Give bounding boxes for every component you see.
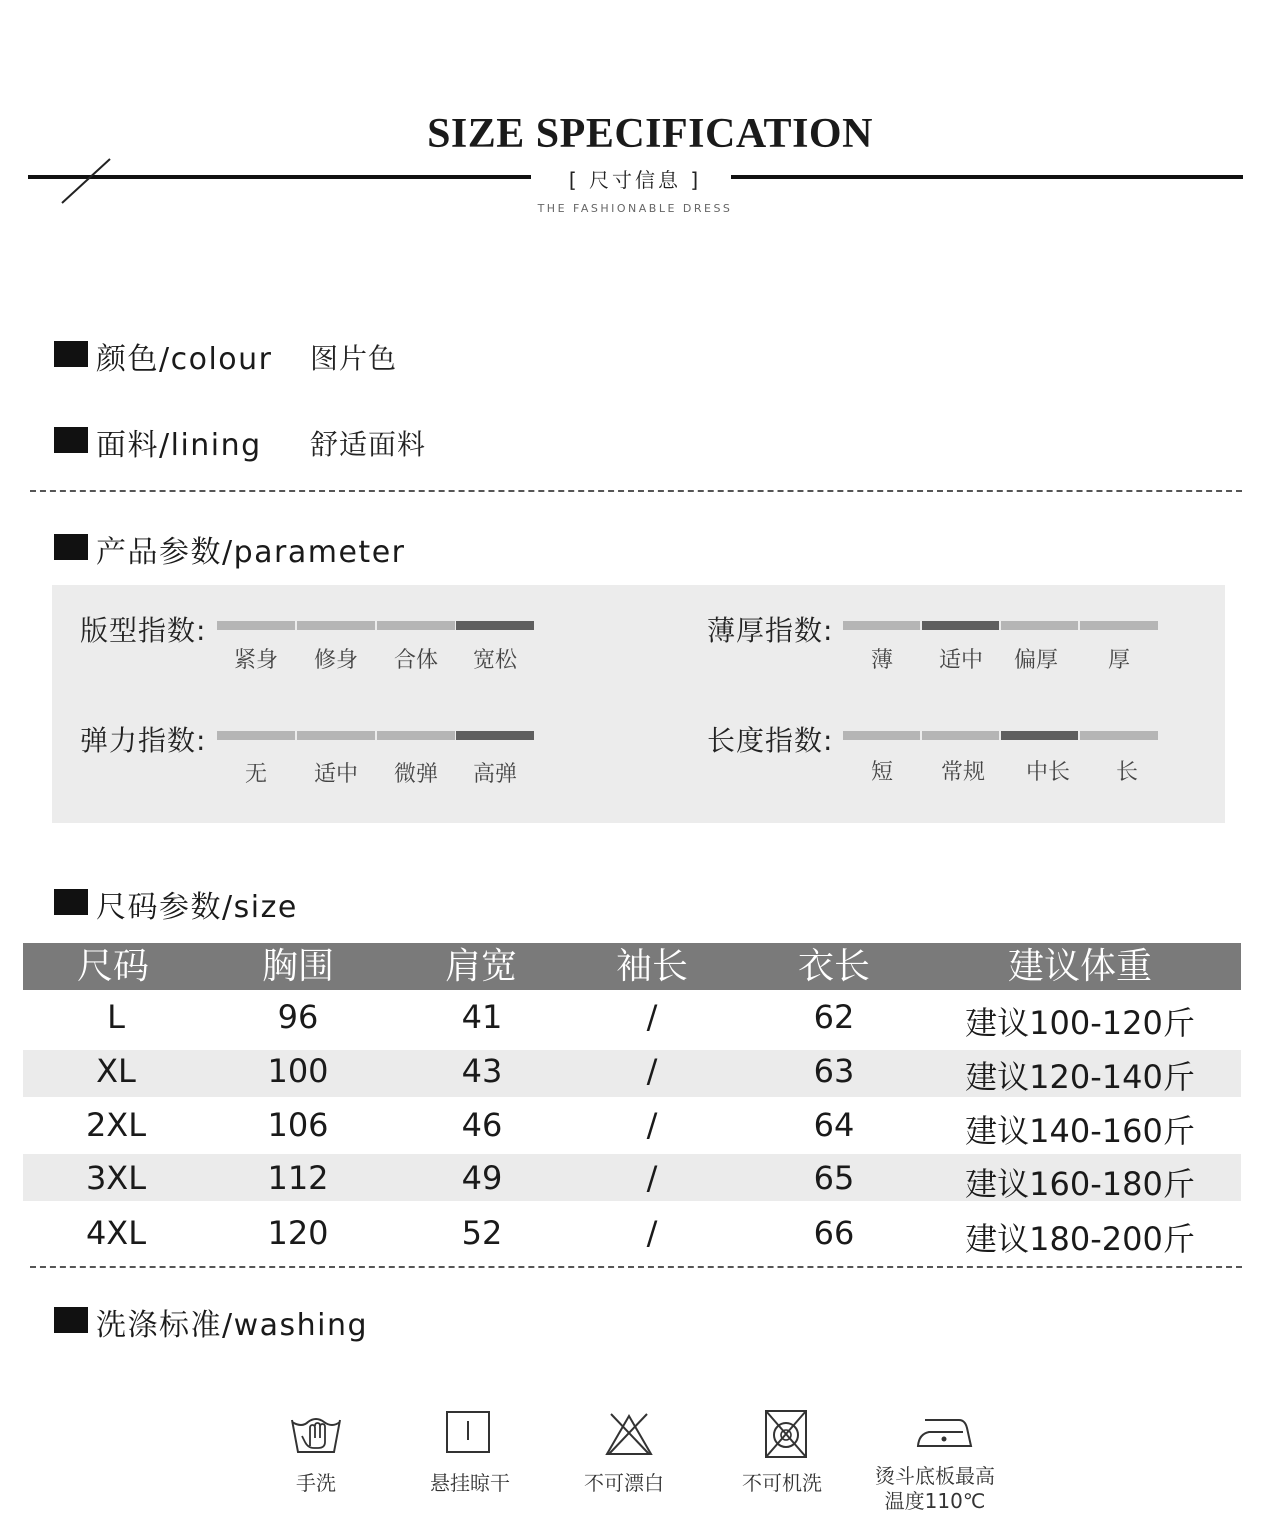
table-cell: 建议140-160斤 xyxy=(965,1112,1195,1150)
length-scale-segment xyxy=(1001,731,1078,740)
table-header-cell: 袖长 xyxy=(615,946,688,987)
fit-option: 修身 xyxy=(313,648,358,673)
length-option: 短 xyxy=(870,760,893,785)
page-title: SIZE SPECIFICATION xyxy=(427,111,873,157)
elasticity-option: 微弹 xyxy=(393,762,438,787)
hand-wash-label: 手洗 xyxy=(296,1471,336,1495)
elasticity-option: 适中 xyxy=(313,762,358,787)
section-marker xyxy=(54,889,88,915)
fit-option: 紧身 xyxy=(233,648,278,673)
section-marker xyxy=(54,341,88,367)
fit-scale-segment xyxy=(456,621,534,630)
table-cell: L xyxy=(107,998,125,1036)
length-option: 常规 xyxy=(940,760,985,785)
table-cell: 66 xyxy=(813,1214,855,1252)
table-cell: 41 xyxy=(461,998,503,1036)
header-subtitle-en: THE FASHIONABLE DRESS xyxy=(537,202,733,215)
elasticity-option: 高弹 xyxy=(472,762,517,787)
thickness-scale-segment xyxy=(1001,621,1078,630)
table-cell: 2XL xyxy=(85,1106,147,1144)
table-header-cell: 肩宽 xyxy=(444,946,517,987)
table-cell: 建议120-140斤 xyxy=(965,1058,1195,1096)
table-cell: 96 xyxy=(277,998,319,1036)
fit-scale-segment xyxy=(377,621,455,630)
thickness-option: 厚 xyxy=(1107,648,1130,673)
table-cell: / xyxy=(646,998,658,1036)
table-cell: 建议180-200斤 xyxy=(965,1220,1195,1258)
elasticity-scale-segment xyxy=(297,731,375,740)
table-cell: XL xyxy=(96,1052,136,1090)
elasticity-scale-segment xyxy=(217,731,295,740)
iron-label-line1: 烫斗底板最高 xyxy=(875,1464,995,1488)
no-bleach-label: 不可漂白 xyxy=(584,1471,664,1495)
section-marker xyxy=(54,427,88,453)
no-bleach-icon xyxy=(603,1408,655,1458)
section-marker xyxy=(54,534,88,560)
thickness-option: 偏厚 xyxy=(1013,648,1058,673)
table-header-cell: 胸围 xyxy=(261,946,334,987)
table-cell: 建议160-180斤 xyxy=(965,1165,1195,1203)
table-cell: 4XL xyxy=(85,1214,147,1252)
table-cell: / xyxy=(646,1214,658,1252)
thickness-index-label: 薄厚指数: xyxy=(707,614,834,647)
table-cell: 112 xyxy=(267,1159,329,1197)
table-cell: 63 xyxy=(813,1052,855,1090)
table-cell: / xyxy=(646,1106,658,1144)
colour-label: 颜色/colour xyxy=(96,342,273,377)
hand-wash-icon xyxy=(288,1408,344,1458)
thickness-option: 薄 xyxy=(870,648,893,673)
thickness-option: 适中 xyxy=(938,648,983,673)
header-subtitle-cn: [ 尺寸信息 ] xyxy=(568,168,702,192)
no-machine-wash-icon xyxy=(763,1408,809,1460)
length-option: 长 xyxy=(1115,760,1138,785)
no-machine-wash-label: 不可机洗 xyxy=(742,1471,822,1495)
table-header-cell: 衣长 xyxy=(797,946,870,987)
table-cell: 建议100-120斤 xyxy=(965,1004,1195,1042)
colour-value: 图片色 xyxy=(310,342,398,375)
table-cell: 65 xyxy=(813,1159,855,1197)
table-cell: 64 xyxy=(813,1106,855,1144)
thickness-scale-segment xyxy=(843,621,920,630)
iron-label-line2: 温度110℃ xyxy=(884,1489,986,1513)
hang-dry-icon xyxy=(444,1408,492,1456)
table-cell: 43 xyxy=(461,1052,503,1090)
fit-scale-segment xyxy=(297,621,375,630)
table-cell: / xyxy=(646,1159,658,1197)
hang-dry-label: 悬挂晾干 xyxy=(430,1471,510,1495)
size-label: 尺码参数/size xyxy=(96,890,298,925)
table-header-cell: 建议体重 xyxy=(1007,946,1152,987)
washing-label: 洗涤标准/washing xyxy=(96,1308,369,1343)
iron-icon xyxy=(915,1410,973,1450)
length-scale-segment xyxy=(922,731,999,740)
section-divider xyxy=(30,490,1242,492)
table-cell: / xyxy=(646,1052,658,1090)
elasticity-scale-segment xyxy=(377,731,455,740)
thickness-scale-segment xyxy=(922,621,999,630)
table-cell: 106 xyxy=(267,1106,329,1144)
fit-option: 合体 xyxy=(393,648,438,673)
fit-option: 宽松 xyxy=(472,648,517,673)
table-cell: 100 xyxy=(267,1052,329,1090)
length-index-label: 长度指数: xyxy=(707,724,834,757)
table-header-cell: 尺码 xyxy=(76,946,149,987)
table-cell: 62 xyxy=(813,998,855,1036)
fit-index-label: 版型指数: xyxy=(80,614,207,647)
section-marker xyxy=(54,1307,88,1333)
table-cell: 52 xyxy=(461,1214,503,1252)
lining-label: 面料/lining xyxy=(96,428,262,463)
fit-scale-segment xyxy=(217,621,295,630)
elasticity-option: 无 xyxy=(244,762,267,787)
length-option: 中长 xyxy=(1025,760,1070,785)
table-cell: 3XL xyxy=(85,1159,147,1197)
table-cell: 120 xyxy=(267,1214,329,1252)
length-scale-segment xyxy=(843,731,920,740)
elasticity-index-label: 弹力指数: xyxy=(80,724,207,757)
section-divider xyxy=(30,1266,1242,1268)
lining-value: 舒适面料 xyxy=(310,428,427,461)
elasticity-scale-segment xyxy=(456,731,534,740)
table-cell: 49 xyxy=(461,1159,503,1197)
table-cell: 46 xyxy=(461,1106,503,1144)
parameter-label: 产品参数/parameter xyxy=(96,535,406,570)
thickness-scale-segment xyxy=(1080,621,1158,630)
length-scale-segment xyxy=(1080,731,1158,740)
